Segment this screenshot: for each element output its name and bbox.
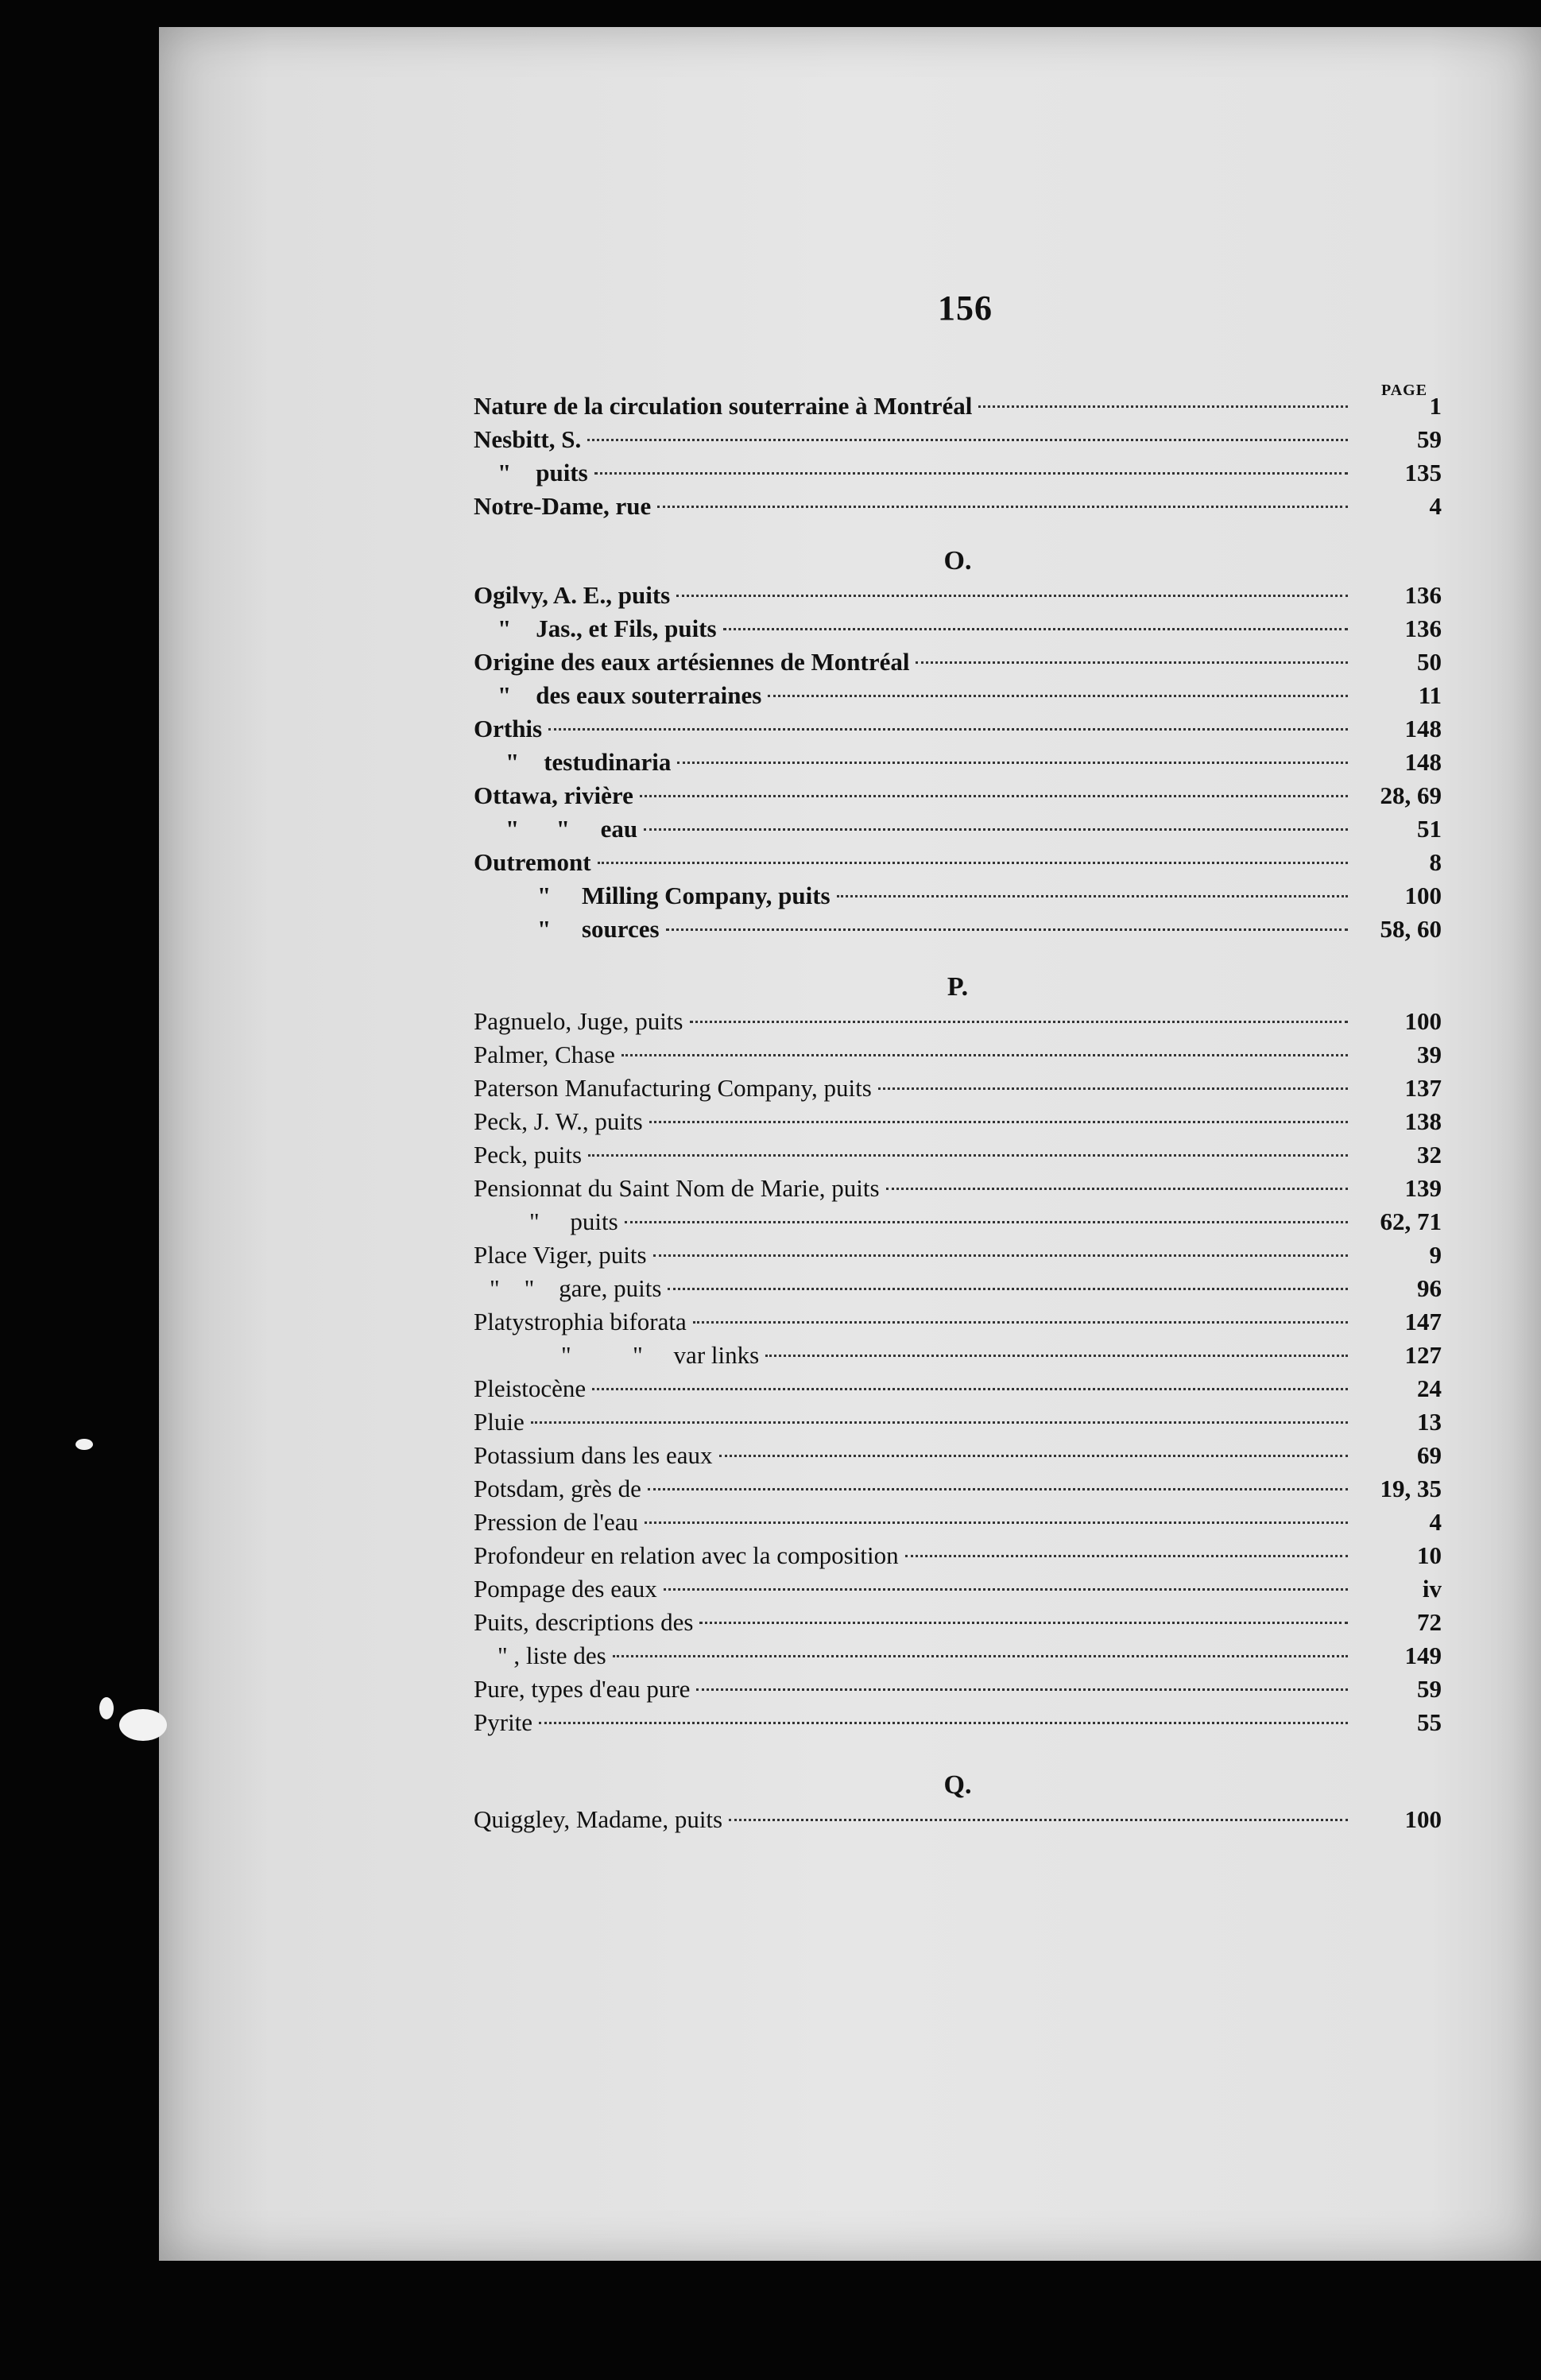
index-entry: [474, 1138, 1442, 1172]
entry-page-number: 4: [1429, 1508, 1442, 1536]
entry-label: " " eau: [505, 815, 638, 843]
entry-label: Nature de la circulation souterraine à Montréal: [474, 392, 973, 420]
dot-leader: [690, 1021, 1349, 1023]
entry-label: Puits, descriptions des: [474, 1608, 694, 1636]
dot-leader: [693, 1321, 1348, 1324]
dot-leader: [644, 828, 1348, 831]
entry-page-number: 10: [1417, 1541, 1442, 1569]
entry-label: Palmer, Chase: [474, 1041, 615, 1068]
entry-label: " Milling Company, puits: [537, 882, 831, 909]
dot-leader: [916, 661, 1348, 664]
dot-leader: [696, 1688, 1348, 1691]
entry-page-number: 8: [1429, 848, 1442, 876]
index-entries: [474, 390, 1442, 1836]
entry-page-number: 50: [1417, 648, 1442, 676]
entry-page-number: 100: [1404, 882, 1442, 909]
entry-label: " " var links: [561, 1341, 760, 1369]
entry-page-number: 59: [1417, 425, 1442, 453]
entry-page-number: 135: [1404, 459, 1442, 486]
entry-page-number: 13: [1417, 1408, 1442, 1436]
entry-label: " des eaux souterraines: [498, 681, 762, 709]
entry-page-number: 100: [1404, 1007, 1442, 1035]
section-letter: Q.: [943, 1770, 972, 1800]
index-entry: [474, 846, 1442, 879]
index-entry: [474, 879, 1442, 913]
dot-leader: [653, 1254, 1348, 1257]
dot-leader: [886, 1188, 1348, 1190]
index-entry: [474, 746, 1442, 779]
index-entry: [474, 1606, 1442, 1639]
index-entry: [474, 1305, 1442, 1339]
index-entry: [474, 390, 1442, 423]
index-section: [474, 970, 1442, 1739]
entry-page-number: 32: [1417, 1141, 1442, 1169]
dot-leader: [729, 1819, 1348, 1821]
index-entry: [474, 1639, 1442, 1673]
entry-label: " sources: [537, 915, 660, 943]
entry-label: Place Viger, puits: [474, 1241, 647, 1269]
entry-label: Orthis: [474, 715, 543, 742]
index-entry: [474, 1405, 1442, 1439]
entry-page-number: 19, 35: [1380, 1475, 1442, 1502]
index-entry: [474, 1706, 1442, 1739]
index-entry: [474, 779, 1442, 812]
entry-page-number: 39: [1417, 1041, 1442, 1068]
dot-leader: [699, 1622, 1348, 1624]
index-entry: [474, 1172, 1442, 1205]
scan-artifact: [76, 1439, 93, 1450]
entry-page-number: 100: [1404, 1805, 1442, 1833]
entry-label: " puits: [529, 1207, 618, 1235]
entry-page-number: 96: [1417, 1274, 1442, 1302]
index-entry: [474, 612, 1442, 645]
entry-label: Peck, puits: [474, 1141, 583, 1169]
dot-leader: [666, 928, 1348, 931]
dot-leader: [719, 1455, 1349, 1457]
entry-label: Profondeur en relation avec la composition: [474, 1541, 899, 1569]
index-entry: [474, 1439, 1442, 1472]
index-entry: [474, 579, 1442, 612]
dot-leader: [677, 762, 1348, 764]
index-entry: [474, 812, 1442, 846]
entry-page-number: 11: [1418, 681, 1442, 709]
index-section: [474, 544, 1442, 946]
dot-leader: [598, 862, 1348, 864]
dot-leader: [539, 1722, 1348, 1724]
entry-label: Origine des eaux artésiennes de Montréal: [474, 648, 910, 676]
entry-page-number: 62, 71: [1380, 1207, 1442, 1235]
dot-leader: [648, 1488, 1348, 1490]
dot-leader: [613, 1655, 1348, 1657]
index-entry: [474, 1072, 1442, 1105]
entry-label: " testudinaria: [505, 748, 672, 776]
entry-page-number: 139: [1404, 1174, 1442, 1202]
entry-page-number: 69: [1417, 1441, 1442, 1469]
index-entry: [474, 1005, 1442, 1038]
dot-leader: [531, 1421, 1348, 1424]
entry-label: Paterson Manufacturing Company, puits: [474, 1074, 872, 1102]
entry-label: Ottawa, rivière: [474, 781, 633, 809]
index-entry: [474, 1238, 1442, 1272]
dot-leader: [588, 1154, 1348, 1157]
entry-page-number: 58, 60: [1380, 915, 1442, 943]
entry-page-number: 136: [1404, 581, 1442, 609]
index-entry: [474, 1372, 1442, 1405]
entry-label: Pure, types d'eau pure: [474, 1675, 691, 1703]
scan-artifact: [99, 1697, 114, 1719]
entry-page-number: 148: [1404, 715, 1442, 742]
dot-leader: [905, 1555, 1348, 1557]
entry-page-number: 51: [1417, 815, 1442, 843]
dot-leader: [837, 895, 1348, 897]
dot-leader: [878, 1087, 1348, 1090]
dot-leader: [587, 439, 1348, 441]
entry-page-number: 9: [1429, 1241, 1442, 1269]
entry-page-number: 28, 69: [1380, 781, 1442, 809]
entry-label: " Jas., et Fils, puits: [498, 614, 717, 642]
index-entry: [474, 1803, 1442, 1836]
entry-label: Pleistocène: [474, 1374, 587, 1402]
index-entry: [474, 913, 1442, 946]
index-entry: [474, 1205, 1442, 1238]
entry-page-number: 55: [1417, 1708, 1442, 1736]
entry-page-number: 137: [1404, 1074, 1442, 1102]
dot-leader: [768, 695, 1348, 697]
entry-page-number: 149: [1404, 1642, 1442, 1669]
dot-leader: [594, 472, 1348, 475]
section-letter: P.: [947, 972, 969, 1002]
entry-label: Pagnuelo, Juge, puits: [474, 1007, 683, 1035]
index-entry: [474, 1105, 1442, 1138]
entry-page-number: 1: [1429, 392, 1442, 420]
index-entry: [474, 1472, 1442, 1506]
entry-label: Pression de l'eau: [474, 1508, 639, 1536]
section-letter: O.: [943, 546, 972, 576]
entry-page-number: 24: [1417, 1374, 1442, 1402]
entry-label: Potassium dans les eaux: [474, 1441, 713, 1469]
index-section: [474, 1768, 1442, 1836]
entry-label: Ogilvy, A. E., puits: [474, 581, 671, 609]
dot-leader: [676, 595, 1348, 597]
index-entry: [474, 1506, 1442, 1539]
index-entry: [474, 1572, 1442, 1606]
entry-label: Pluie: [474, 1408, 525, 1436]
index-entry: [474, 645, 1442, 679]
dot-leader: [765, 1355, 1348, 1357]
index-entry: [474, 456, 1442, 490]
dot-leader: [625, 1221, 1348, 1223]
index-entry: [474, 1272, 1442, 1305]
dot-leader: [640, 795, 1348, 797]
entry-label: Pensionnat du Saint Nom de Marie, puits: [474, 1174, 880, 1202]
entry-page-number: 59: [1417, 1675, 1442, 1703]
entry-label: Potsdam, grès de: [474, 1475, 641, 1502]
index-entry: [474, 1339, 1442, 1372]
entry-page-number: 4: [1429, 492, 1442, 520]
entry-label: " " gare, puits: [490, 1274, 662, 1302]
entry-label: Platystrophia biforata: [474, 1308, 687, 1335]
entry-label: Outremont: [474, 848, 591, 876]
dot-leader: [645, 1521, 1348, 1524]
index-section: [474, 390, 1442, 523]
entry-label: " , liste des: [498, 1642, 606, 1669]
page-number: 156: [938, 289, 993, 328]
page-column-header: PAGE: [1381, 382, 1428, 399]
entry-page-number: 148: [1404, 748, 1442, 776]
entry-label: Notre-Dame, rue: [474, 492, 652, 520]
dot-leader: [592, 1388, 1348, 1390]
dot-leader: [649, 1121, 1348, 1123]
dot-leader: [723, 628, 1348, 630]
entry-page-number: 138: [1404, 1107, 1442, 1135]
entry-page-number: iv: [1422, 1575, 1442, 1603]
index-entry: [474, 490, 1442, 523]
dot-leader: [978, 405, 1348, 408]
entry-label: Pyrite: [474, 1708, 533, 1736]
dot-leader: [664, 1588, 1348, 1591]
dot-leader: [548, 728, 1348, 731]
entry-page-number: 127: [1404, 1341, 1442, 1369]
index-entry: [474, 1038, 1442, 1072]
dot-leader: [668, 1288, 1348, 1290]
entry-page-number: 136: [1404, 614, 1442, 642]
dot-leader: [621, 1054, 1348, 1056]
entry-label: Nesbitt, S.: [474, 425, 582, 453]
entry-label: Pompage des eaux: [474, 1575, 657, 1603]
index-entry: [474, 712, 1442, 746]
entry-label: Quiggley, Madame, puits: [474, 1805, 723, 1833]
index-entry: [474, 423, 1442, 456]
index-entry: [474, 1673, 1442, 1706]
index-entry: [474, 679, 1442, 712]
index-entry: [474, 1539, 1442, 1572]
entry-page-number: 147: [1404, 1308, 1442, 1335]
scan-artifact: [119, 1709, 167, 1741]
entry-page-number: 72: [1417, 1608, 1442, 1636]
entry-label: Peck, J. W., puits: [474, 1107, 643, 1135]
entry-label: " puits: [498, 459, 588, 486]
dot-leader: [657, 506, 1348, 508]
